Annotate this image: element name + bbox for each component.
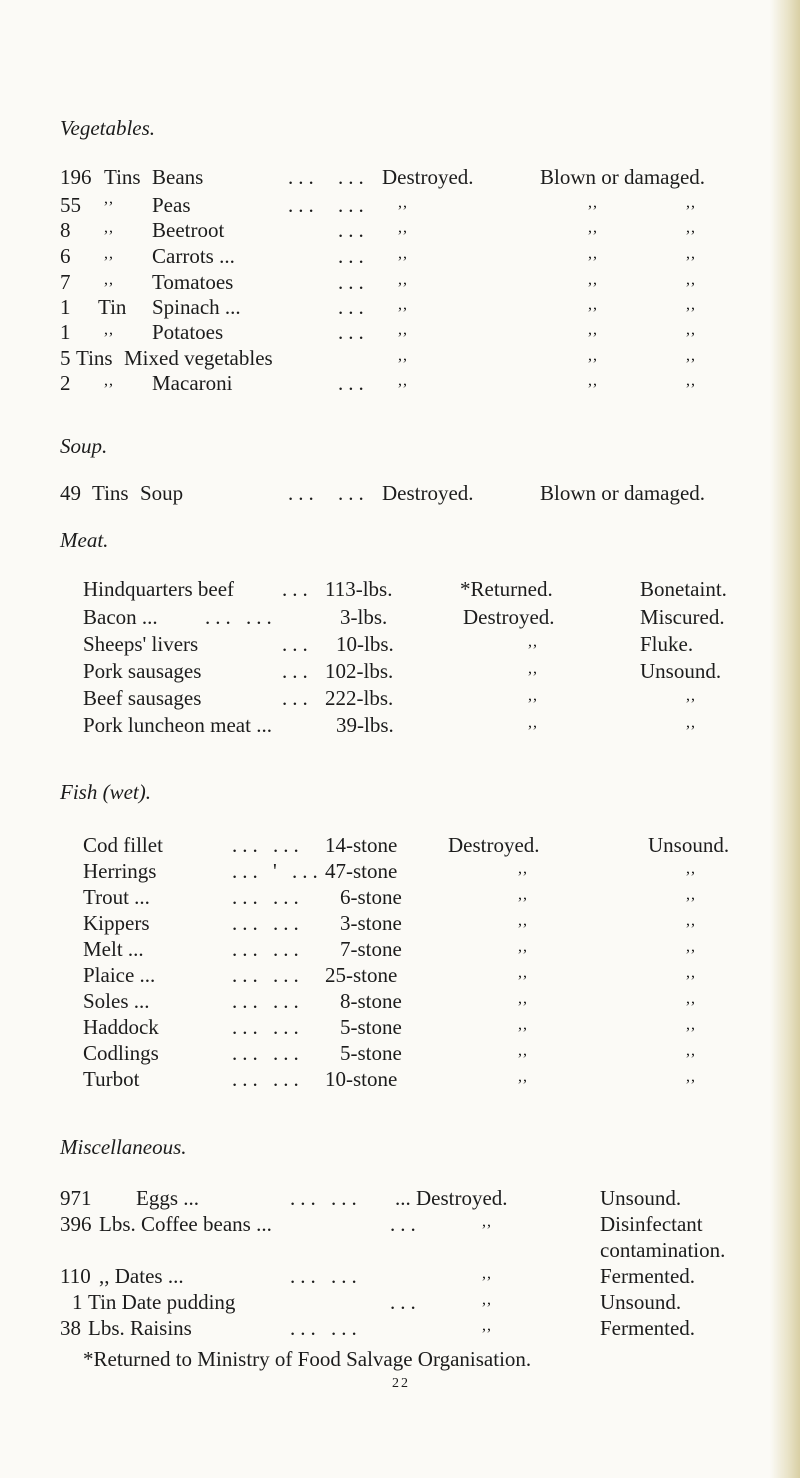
miscellaneous-heading: Miscellaneous.: [60, 1135, 187, 1159]
table-row: [0, 991, 800, 1015]
leader-dots: ... ...: [232, 1015, 304, 1039]
item-count: 7: [60, 270, 71, 294]
ditto-mark: ,,: [686, 938, 696, 955]
table-row: [0, 348, 800, 372]
leader-dots: ...: [282, 632, 313, 656]
table-row: [0, 297, 800, 321]
ditto-mark: ,,: [686, 1042, 696, 1059]
ditto-mark: ,,: [518, 964, 528, 981]
leader-dots: ... ...: [205, 605, 277, 629]
item-count: 8: [60, 218, 71, 242]
leader-dots: ... ...: [290, 1264, 362, 1288]
quantity: 5-stone: [340, 1041, 402, 1065]
ditto-mark: ,,: [686, 194, 696, 211]
quantity: 39-lbs.: [336, 713, 394, 737]
item-name: Trout ...: [83, 885, 150, 909]
table-row: [0, 1043, 800, 1067]
item-name: Pork luncheon meat ...: [83, 713, 272, 737]
ditto-mark: ,,: [482, 1317, 492, 1334]
item-name: ,, Dates ...: [99, 1264, 184, 1288]
ditto-mark: ,,: [588, 347, 598, 364]
page-number: 22: [392, 1376, 410, 1391]
item-name: Turbot: [83, 1067, 140, 1091]
table-row: [0, 1240, 800, 1264]
quantity: 25-stone: [325, 963, 398, 987]
ditto-mark: ,,: [518, 886, 528, 903]
ditto-mark: ,,: [686, 347, 696, 364]
item-name: Soles ...: [83, 989, 150, 1013]
ditto-mark: ,,: [104, 219, 114, 236]
table-row: [0, 634, 800, 658]
reason-text: Blown or damaged.: [540, 165, 706, 189]
action-text: Destroyed.: [382, 165, 474, 189]
table-row: [0, 835, 800, 859]
quantity: 8-stone: [340, 989, 402, 1013]
item-name: Potatoes: [152, 320, 224, 344]
leader-dots: ... ...: [232, 963, 304, 987]
table-row: [0, 322, 800, 346]
table-row: [0, 607, 800, 631]
ditto-mark: ,,: [398, 321, 408, 338]
reason-text: Miscured.: [640, 605, 725, 629]
leader-dots: ...: [338, 218, 369, 242]
ditto-mark: ,,: [398, 194, 408, 211]
ditto-mark: ,,: [104, 372, 114, 389]
ditto-mark: ,,: [398, 296, 408, 313]
soup-heading: Soup.: [60, 434, 108, 458]
table-row: [0, 272, 800, 296]
vegetables-heading: Vegetables.: [60, 116, 156, 140]
ditto-mark: ,,: [528, 633, 538, 650]
leader-dots: ...: [282, 659, 313, 683]
table-row: [0, 1266, 800, 1290]
item-name: Cod fillet: [83, 833, 163, 857]
leader-dots: ... ...: [232, 1067, 304, 1091]
item-unit: Tins: [104, 165, 141, 189]
item-name: Beef sausages: [83, 686, 202, 710]
ditto-mark: ,,: [686, 219, 696, 236]
item-unit: Tins: [76, 346, 113, 370]
item-name: Lbs. Raisins: [88, 1316, 192, 1340]
ditto-mark: ,,: [518, 1042, 528, 1059]
fish-heading-title: Fish: [60, 780, 98, 804]
table-row: [0, 373, 800, 397]
table-row: [0, 1214, 800, 1238]
ditto-mark: ,,: [518, 938, 528, 955]
item-name: Carrots ...: [152, 244, 235, 268]
table-row: [0, 483, 800, 507]
item-name: Pork sausages: [83, 659, 202, 683]
ditto-mark: ,,: [686, 271, 696, 288]
ditto-mark: ,,: [398, 219, 408, 236]
ditto-mark: ,,: [104, 245, 114, 262]
item-count: 55: [60, 193, 81, 217]
leader-dots: ...: [288, 165, 319, 189]
leader-dots: ...: [288, 481, 319, 505]
ditto-mark: ,,: [588, 296, 598, 313]
quantity: 10-stone: [325, 1067, 398, 1091]
item-count: 49: [60, 481, 81, 505]
ditto-mark: ,,: [528, 660, 538, 677]
quantity: 113-lbs.: [325, 577, 393, 601]
table-row: [0, 939, 800, 963]
ditto-mark: ,,: [588, 245, 598, 262]
ditto-mark: ,,: [528, 714, 538, 731]
ditto-mark: ,,: [588, 271, 598, 288]
ditto-mark: ,,: [588, 372, 598, 389]
ditto-mark: ,,: [482, 1291, 492, 1308]
reason-text-continued: contamination.: [600, 1238, 726, 1262]
ditto-mark: ,,: [104, 190, 114, 207]
footnote: *Returned to Ministry of Food Salvage Organisation.: [83, 1347, 532, 1371]
item-count: 396: [60, 1212, 92, 1236]
leader-dots: ...: [288, 193, 319, 217]
ditto-mark: ,,: [518, 1068, 528, 1085]
leader-dots: ...: [338, 320, 369, 344]
leader-dots: ... ' ...: [232, 859, 323, 883]
table-row: [0, 220, 800, 244]
item-name: Codlings: [83, 1041, 159, 1065]
table-row: [0, 661, 800, 685]
leader-dots: ...: [338, 295, 369, 319]
leader-dots: ...: [338, 481, 369, 505]
table-row: [0, 1069, 800, 1093]
item-name: Soup: [140, 481, 184, 505]
quantity: 222-lbs.: [325, 686, 394, 710]
ditto-mark: ,,: [686, 245, 696, 262]
ditto-mark: ,,: [686, 372, 696, 389]
ditto-mark: ,,: [104, 271, 114, 288]
leader-dots: ...: [338, 244, 369, 268]
item-name: Peas: [152, 193, 191, 217]
fish-heading: [60, 782, 151, 803]
item-count: 196: [60, 165, 92, 189]
item-name: Sheeps' livers: [83, 632, 199, 656]
ditto-mark: ,,: [528, 687, 538, 704]
ditto-mark: ,,: [588, 219, 598, 236]
reason-text: Fermented.: [600, 1264, 696, 1288]
item-name: Melt ...: [83, 937, 144, 961]
ditto-mark: ,,: [518, 990, 528, 1007]
leader-dots: ... ...: [290, 1316, 362, 1340]
item-name: Bacon ...: [83, 605, 158, 629]
table-row: [0, 715, 800, 739]
item-name: Herrings: [83, 859, 157, 883]
item-name: Beans: [152, 165, 204, 189]
leader-dots: ... ...: [232, 885, 304, 909]
ditto-mark: ,,: [398, 347, 408, 364]
ditto-mark: ,,: [686, 860, 696, 877]
item-count: 1: [72, 1290, 83, 1314]
leader-dots: ... ...: [232, 1041, 304, 1065]
table-row: [0, 913, 800, 937]
table-row: [0, 688, 800, 712]
leader-dots: ...: [390, 1290, 421, 1314]
item-count: 1: [60, 295, 71, 319]
action-text: ... Destroyed.: [395, 1186, 508, 1210]
leader-dots: ...: [282, 577, 313, 601]
item-name: Haddock: [83, 1015, 159, 1039]
item-name: Eggs ...: [136, 1186, 199, 1210]
quantity: 3-stone: [340, 911, 402, 935]
item-name: Mixed vegetables: [124, 346, 273, 370]
quantity: 3-lbs.: [340, 605, 388, 629]
ditto-mark: ,,: [686, 886, 696, 903]
leader-dots: ...: [338, 165, 369, 189]
ditto-mark: ,,: [686, 964, 696, 981]
reason-text: Fermented.: [600, 1316, 696, 1340]
reason-text: Blown or damaged.: [540, 481, 706, 505]
item-count: 971: [60, 1186, 92, 1210]
ditto-mark: ,,: [518, 860, 528, 877]
table-row: [0, 190, 800, 219]
action-text: *Returned.: [460, 577, 553, 601]
table-row: [0, 965, 800, 989]
item-name: Macaroni: [152, 371, 233, 395]
item-name: Kippers: [83, 911, 150, 935]
fish-heading-subtitle: (wet).: [102, 780, 151, 804]
leader-dots: ...: [390, 1212, 421, 1236]
item-unit: Tin: [98, 295, 127, 319]
leader-dots: ...: [338, 270, 369, 294]
table-row: [0, 1188, 800, 1212]
item-name: Hindquarters beef: [83, 577, 235, 601]
item-name: Spinach ...: [152, 295, 241, 319]
item-name: Beetroot: [152, 218, 225, 242]
action-text: Destroyed.: [382, 481, 474, 505]
ditto-mark: ,,: [482, 1213, 492, 1230]
ditto-mark: ,,: [398, 372, 408, 389]
item-name: Lbs. Coffee beans ...: [99, 1212, 272, 1236]
quantity: 14-stone: [325, 833, 398, 857]
quantity: 10-lbs.: [336, 632, 394, 656]
item-count: 38: [60, 1316, 81, 1340]
table-row: [0, 1318, 800, 1342]
ditto-mark: ,,: [398, 245, 408, 262]
leader-dots: ... ...: [232, 937, 304, 961]
quantity: 47-stone: [325, 859, 398, 883]
reason-text: Disinfectant: [600, 1212, 703, 1236]
table-row: [0, 887, 800, 911]
ditto-mark: ,,: [686, 687, 696, 704]
reason-text: Bonetaint.: [640, 577, 727, 601]
ditto-mark: ,,: [686, 714, 696, 731]
action-text: Destroyed.: [448, 833, 540, 857]
ditto-mark: ,,: [588, 194, 598, 211]
item-count: 110: [60, 1264, 91, 1288]
ditto-mark: ,,: [104, 321, 114, 338]
reason-text: Unsound.: [640, 659, 722, 683]
leader-dots: ... ...: [232, 989, 304, 1013]
reason-text: Fluke.: [640, 632, 694, 656]
ditto-mark: ,,: [398, 271, 408, 288]
item-count: 5: [60, 346, 71, 370]
table-row: [0, 1292, 800, 1316]
item-name: Plaice ...: [83, 963, 156, 987]
reason-text: Unsound.: [600, 1290, 682, 1314]
table-row: [0, 579, 800, 603]
table-row: [0, 167, 800, 191]
ditto-mark: ,,: [518, 1016, 528, 1033]
ditto-mark: ,,: [518, 912, 528, 929]
leader-dots: ... ...: [290, 1186, 362, 1210]
ditto-mark: ,,: [482, 1265, 492, 1282]
reason-text: Unsound.: [600, 1186, 682, 1210]
leader-dots: ...: [282, 686, 313, 710]
quantity: 5-stone: [340, 1015, 402, 1039]
ditto-mark: ,,: [686, 1068, 696, 1085]
table-row: [0, 861, 800, 885]
leader-dots: ... ...: [232, 911, 304, 935]
ditto-mark: ,,: [686, 990, 696, 1007]
item-count: 1: [60, 320, 71, 344]
item-name: Tomatoes: [152, 270, 234, 294]
item-unit: Tins: [92, 481, 129, 505]
meat-heading: Meat.: [60, 528, 109, 552]
reason-text: Unsound.: [648, 833, 730, 857]
leader-dots: ... ...: [232, 833, 304, 857]
item-name: Tin Date pudding: [88, 1290, 236, 1314]
item-count: 2: [60, 371, 71, 395]
ditto-mark: ,,: [686, 296, 696, 313]
table-row: [0, 1017, 800, 1041]
quantity: 102-lbs.: [325, 659, 394, 683]
ditto-mark: ,,: [686, 912, 696, 929]
ditto-mark: ,,: [588, 321, 598, 338]
table-row: [0, 246, 800, 270]
item-count: 6: [60, 244, 71, 268]
ditto-mark: ,,: [686, 321, 696, 338]
action-text: Destroyed.: [463, 605, 555, 629]
leader-dots: ...: [338, 371, 369, 395]
ditto-mark: ,,: [686, 1016, 696, 1033]
quantity: 6-stone: [340, 885, 402, 909]
leader-dots: ...: [338, 193, 369, 217]
quantity: 7-stone: [340, 937, 402, 961]
